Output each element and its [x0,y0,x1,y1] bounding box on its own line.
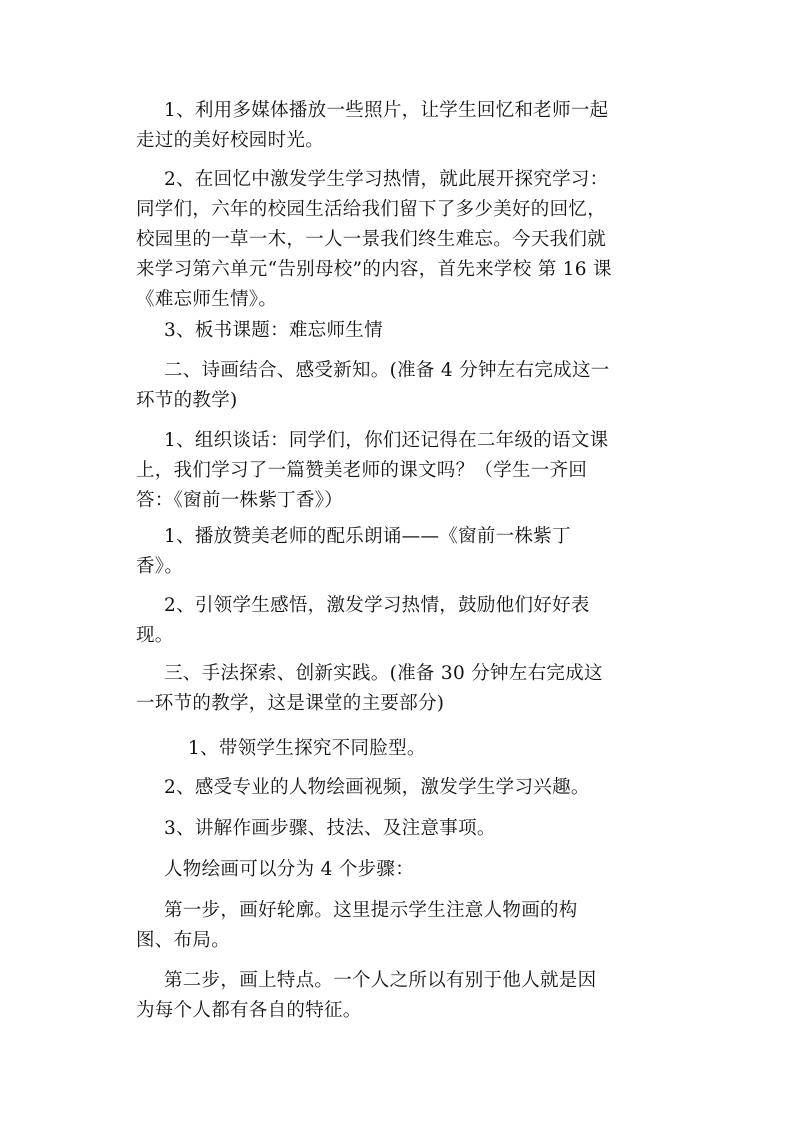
paragraph-line: 为每个人都有各自的特征。 [136,1000,362,1021]
section-heading-two [136,356,676,416]
paragraph-four-steps [136,855,676,885]
paragraph-video [136,773,676,803]
paragraph-inspire-learning [136,165,676,315]
paragraph-line: 1、带领学生探究不同脸型。 [188,738,426,759]
paragraph-line: 2、感受专业的人物绘画视频，激发学生学习兴趣。 [164,777,590,798]
paragraph-steps-explained [136,814,676,844]
paragraph-line: 一环节的教学，这是课堂的主要部分) [136,693,445,714]
paragraph-line: 现。 [136,625,174,646]
paragraph-line: 上，我们学习了一篇赞美老师的课文吗？（学生一齐回 [136,460,588,481]
paragraph-recall-photos [136,96,676,156]
paragraph-line: 来学习第六单元“告别母校”的内容，首先来学校 第 16 课 [136,259,612,280]
paragraph-line: 同学们，六年的校园生活给我们留下了多少美好的回忆， [136,199,607,220]
paragraph-line: 3、板书课题：难忘师生情 [164,320,383,341]
paragraph-line: 走过的美好校园时光。 [136,130,325,151]
paragraph-play-recitation [136,522,676,582]
paragraph-line: 1、播放赞美老师的配乐朗诵——《窗前一株紫丁 [164,526,571,547]
paragraph-step-one [136,896,676,956]
paragraph-conversation [136,426,676,516]
paragraph-line: 校园里的一草一木，一人一景我们终生难忘。今天我们就 [136,229,607,250]
paragraph-line: 图、布局。 [136,930,231,951]
paragraph-line: 2、在回忆中激发学生学习热情，就此展开探究学习： [164,169,609,190]
paragraph-line: 1、利用多媒体播放一些照片，让学生回忆和老师一起 [164,100,609,121]
paragraph-line: 环节的教学) [136,390,238,411]
paragraph-line: 二、诗画结合、感受新知。(准备 4 分钟左右完成这一 [164,360,610,381]
paragraph-step-two [136,966,676,1026]
paragraph-face-shapes [136,734,676,764]
paragraph-line: 《难忘师生情》。 [136,289,278,310]
paragraph-line: 人物绘画可以分为 4 个步骤： [164,859,415,880]
paragraph-line: 答：《窗前一株紫丁香》） [136,490,344,511]
paragraph-line: 三、手法探索、创新实践。(准备 30 分钟左右完成这 [164,663,603,684]
paragraph-line: 香》。 [136,556,184,577]
paragraph-board-title [136,316,676,346]
paragraph-line: 第一步，画好轮廓。这里提示学生注意人物画的构 [164,900,578,921]
paragraph-guide-feelings [136,591,676,651]
paragraph-line: 第二步，画上特点。一个人之所以有别于他人就是因 [164,970,597,991]
paragraph-line: 1、组织谈话：同学们，你们还记得在二年级的语文课 [164,430,609,451]
paragraph-line: 3、讲解作画步骤、技法、及注意事项。 [164,818,496,839]
paragraph-line: 2、引领学生感悟，激发学习热情，鼓励他们好好表 [164,595,590,616]
section-heading-three [136,659,676,719]
